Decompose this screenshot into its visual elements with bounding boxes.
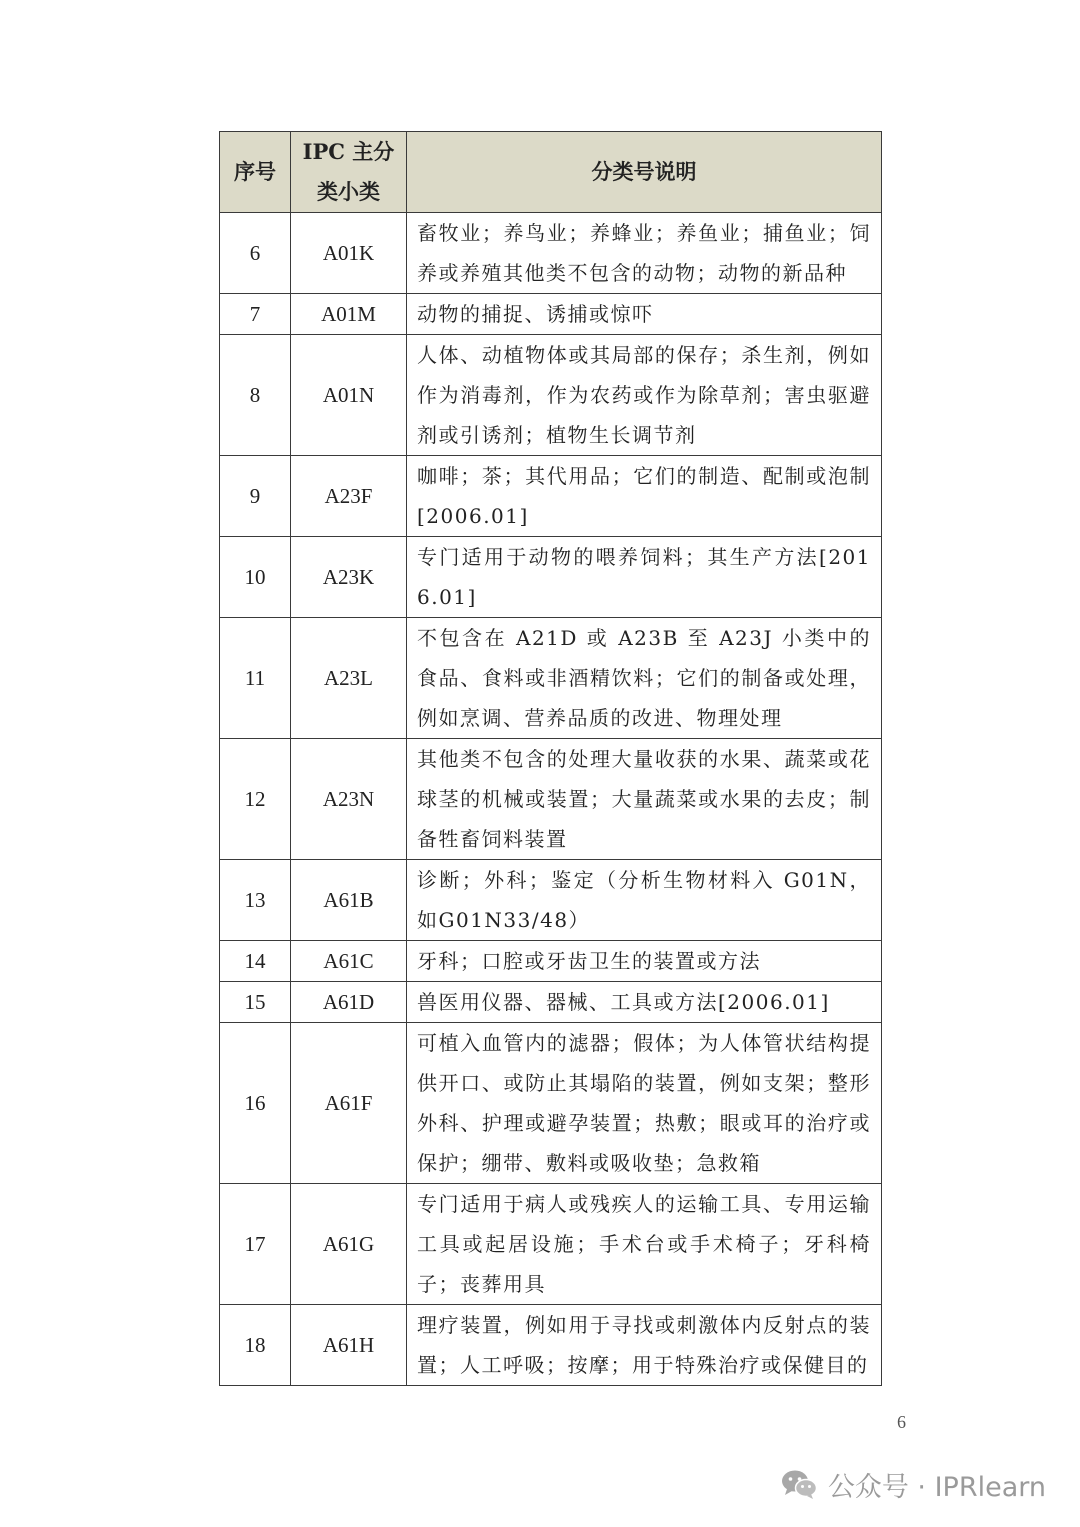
row-description: 专门适用于动物的喂养饲料；其生产方法[2016.01] [407, 537, 882, 618]
table-row [220, 537, 882, 618]
table-row [220, 213, 882, 294]
row-ipc-code: A23L [291, 618, 407, 739]
table-row [220, 1184, 882, 1305]
row-ipc-code: A61G [291, 1184, 407, 1305]
table-row [220, 739, 882, 860]
row-description: 人体、动植物体或其局部的保存；杀生剂，例如作为消毒剂，作为农药或作为除草剂；害虫驱避剂或引诱剂；植物生长调节剂 [407, 335, 882, 456]
table-row [220, 618, 882, 739]
header-ipc-line2: 类小类 [317, 179, 380, 204]
ipc-classification-table [219, 131, 882, 1386]
row-ipc-code: A61C [291, 941, 407, 982]
table-row [220, 982, 882, 1023]
row-index: 8 [220, 335, 291, 456]
row-index: 10 [220, 537, 291, 618]
row-description: 诊断；外科；鉴定（分析生物材料入 G01N，如G01N33/48） [407, 860, 882, 941]
row-index: 12 [220, 739, 291, 860]
row-description: 动物的捕捉、诱捕或惊吓 [407, 294, 882, 335]
row-description: 不包含在 A21D 或 A23B 至 A23J 小类中的食品、食料或非酒精饮料；它们的制备或处理，例如烹调、营养品质的改进、物理处理 [407, 618, 882, 739]
page-number: 6 [897, 1412, 906, 1432]
row-index: 11 [220, 618, 291, 739]
row-description: 牙科；口腔或牙齿卫生的装置或方法 [407, 941, 882, 982]
table-row [220, 294, 882, 335]
row-index: 16 [220, 1023, 291, 1184]
header-description: 分类号说明 [407, 132, 882, 213]
row-index: 6 [220, 213, 291, 294]
row-index: 18 [220, 1305, 291, 1386]
row-description: 咖啡；茶；其代用品；它们的制造、配制或泡制[2006.01] [407, 456, 882, 537]
row-ipc-code: A01M [291, 294, 407, 335]
table-body [220, 213, 882, 1386]
wechat-icon [780, 1468, 818, 1500]
row-ipc-code: A23N [291, 739, 407, 860]
header-ipc-line1: IPC 主分 [302, 139, 395, 164]
row-description: 其他类不包含的处理大量收获的水果、蔬菜或花球茎的机械或装置；大量蔬菜或水果的去皮；制备牲畜饲料装置 [407, 739, 882, 860]
row-ipc-code: A61F [291, 1023, 407, 1184]
row-index: 7 [220, 294, 291, 335]
row-index: 9 [220, 456, 291, 537]
row-index: 13 [220, 860, 291, 941]
watermark-text: 公众号 · IPRlearn [827, 1471, 1046, 1503]
row-ipc-code: A61B [291, 860, 407, 941]
table-row [220, 335, 882, 456]
row-index: 14 [220, 941, 291, 982]
row-description: 兽医用仪器、器械、工具或方法[2006.01] [407, 982, 882, 1023]
row-index: 15 [220, 982, 291, 1023]
row-ipc-code: A61D [291, 982, 407, 1023]
row-ipc-code: A61H [291, 1305, 407, 1386]
header-ipc-subclass [291, 132, 407, 213]
table-header-row [220, 132, 882, 213]
table-row [220, 456, 882, 537]
table-row [220, 860, 882, 941]
table-row [220, 1305, 882, 1386]
table-row [220, 941, 882, 982]
row-ipc-code: A01N [291, 335, 407, 456]
row-description: 可植入血管内的滤器；假体；为人体管状结构提供开口、或防止其塌陷的装置，例如支架；整形外科、护理或避孕装置；热敷；眼或耳的治疗或保护；绷带、敷料或吸收垫；急救箱 [407, 1023, 882, 1184]
row-description: 专门适用于病人或残疾人的运输工具、专用运输工具或起居设施；手术台或手术椅子；牙科椅子；丧葬用具 [407, 1184, 882, 1305]
row-ipc-code: A01K [291, 213, 407, 294]
header-index: 序号 [220, 132, 291, 213]
table-row [220, 1023, 882, 1184]
row-ipc-code: A23F [291, 456, 407, 537]
row-index: 17 [220, 1184, 291, 1305]
row-ipc-code: A23K [291, 537, 407, 618]
watermark [780, 1464, 1046, 1504]
row-description: 理疗装置，例如用于寻找或刺激体内反射点的装置；人工呼吸；按摩；用于特殊治疗或保健目的 [407, 1305, 882, 1386]
row-description: 畜牧业；养鸟业；养蜂业；养鱼业；捕鱼业；饲养或养殖其他类不包含的动物；动物的新品种 [407, 213, 882, 294]
